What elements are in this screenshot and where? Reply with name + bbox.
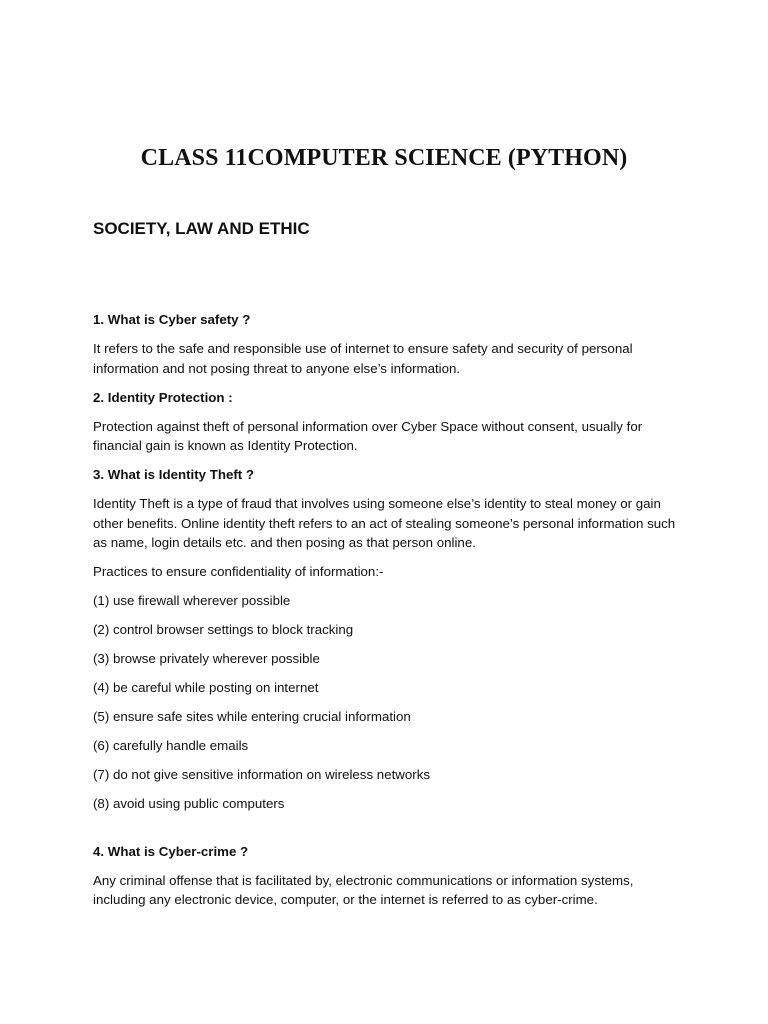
document-title: CLASS 11COMPUTER SCIENCE (PYTHON)	[140, 145, 628, 171]
list-item: (3) browse privately wherever possible	[93, 651, 320, 666]
paragraph: Protection against theft of personal information over Cyber Space without consent, usually for financial gain is known as Identity Protection.	[93, 418, 643, 453]
list-item: (6) carefully handle emails	[93, 738, 249, 753]
list-item: (7) do not give sensitive information on wireless networks	[93, 767, 431, 782]
paragraph: Practices to ensure confidentiality of information:-	[93, 564, 384, 579]
list-item: (5) ensure safe sites while entering crucial information	[93, 709, 411, 724]
document-body	[93, 310, 685, 919]
paragraph: Any criminal offense that is facilitated by, electronic communications or information systems, including any electronic device, computer, or the internet is referred to as cyber-crime.	[93, 872, 634, 907]
list-item: (1) use firewall wherever possible	[93, 593, 291, 608]
section-heading: 1. What is Cyber safety ?	[93, 312, 251, 327]
list-item: (8) avoid using public computers	[93, 796, 285, 811]
list-item: (4) be careful while posting on internet	[93, 680, 319, 695]
document-subtitle: SOCIETY, LAW AND ETHIC	[93, 219, 310, 238]
section-heading: 4. What is Cyber-crime ?	[93, 843, 249, 859]
section-heading: 2. Identity Protection :	[93, 389, 233, 405]
list-item: (2) control browser settings to block tracking	[93, 622, 354, 637]
section-heading: 3. What is Identity Theft ?	[93, 467, 255, 482]
paragraph: Identity Theft is a type of fraud that involves using someone else’s identity to steal money or gain other benefits. Online identity theft refers to an act of stealing someone’s personal information such as name, login details etc. and then posing as that person online.	[93, 496, 676, 550]
paragraph: It refers to the safe and responsible use of internet to ensure safety and security of personal information and not posing threat to anyone else’s information.	[93, 341, 633, 376]
